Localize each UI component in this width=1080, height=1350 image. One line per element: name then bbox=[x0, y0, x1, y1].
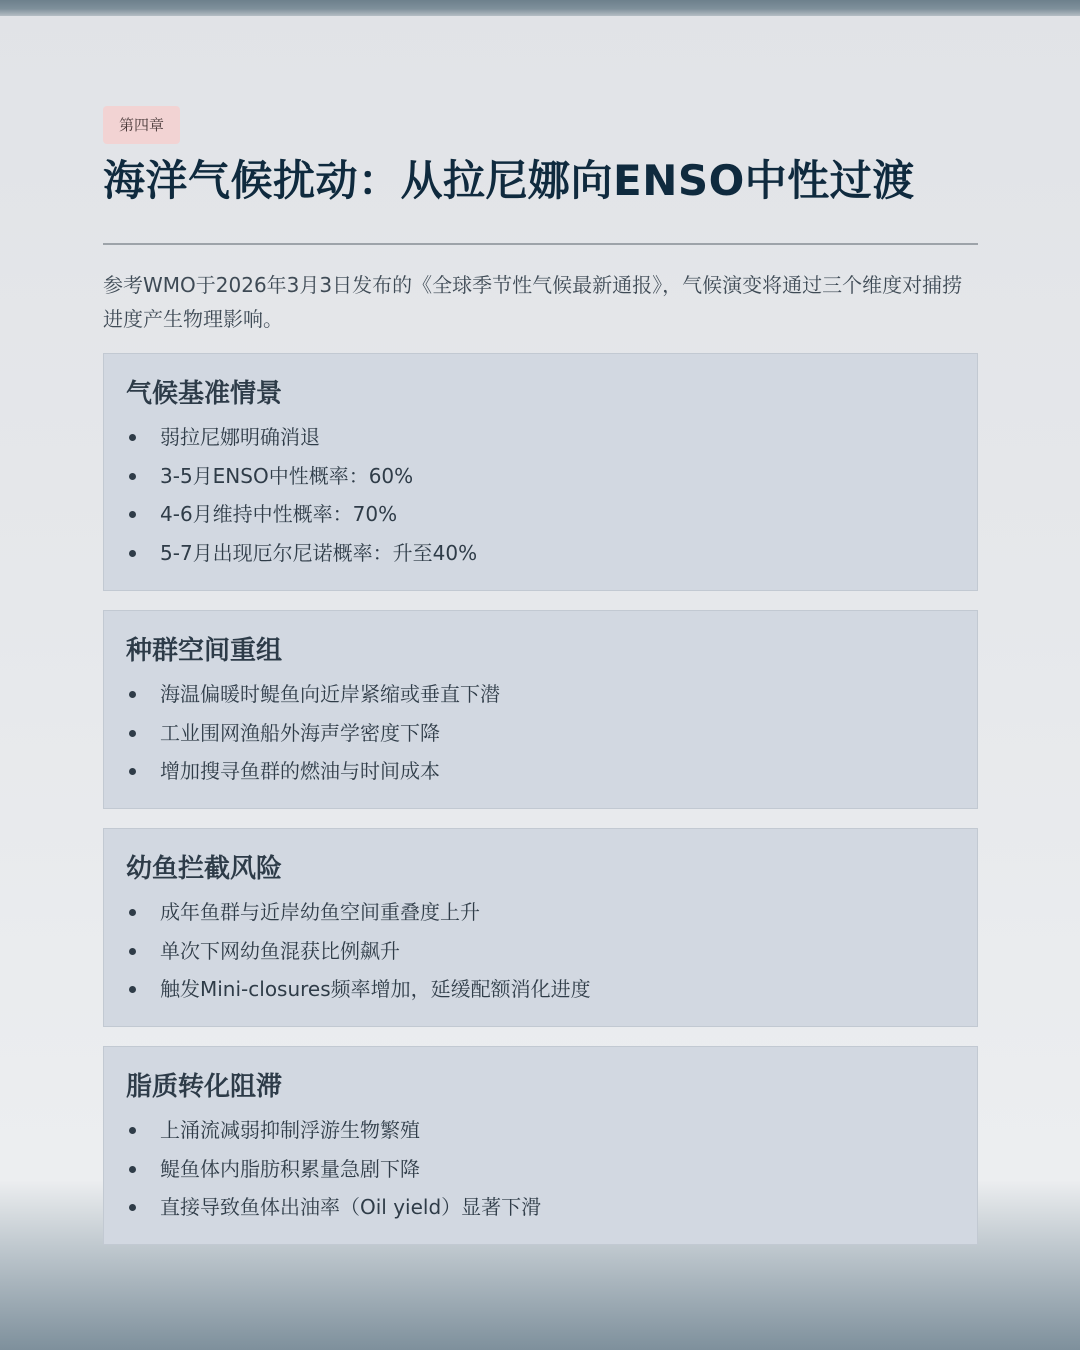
bullet-list bbox=[126, 675, 955, 791]
title-divider bbox=[103, 243, 978, 245]
bullet-icon bbox=[129, 550, 136, 557]
card-lipid-conversion bbox=[103, 1046, 978, 1245]
page-title: 海洋气候扰动：从拉尼娜向ENSO中性过渡 bbox=[103, 156, 915, 205]
bullet-icon bbox=[129, 434, 136, 441]
list-item: 增加搜寻鱼群的燃油与时间成本 bbox=[126, 752, 955, 791]
bullet-icon bbox=[129, 473, 136, 480]
bullet-icon bbox=[129, 730, 136, 737]
bullet-icon bbox=[129, 511, 136, 518]
list-item: 成年鱼群与近岸幼鱼空间重叠度上升 bbox=[126, 893, 955, 932]
list-item: 上涌流减弱抑制浮游生物繁殖 bbox=[126, 1111, 955, 1150]
card-title: 种群空间重组 bbox=[126, 636, 283, 666]
intro-paragraph: 参考WMO于2026年3月3日发布的《全球季节性气候最新通报》，气候演变将通过三个维度对捕捞进度产生物理影响。 bbox=[103, 273, 963, 331]
card-population-restructuring bbox=[103, 610, 978, 809]
list-item: 单次下网幼鱼混获比例飙升 bbox=[126, 932, 955, 971]
list-item: 工业围网渔船外海声学密度下降 bbox=[126, 714, 955, 753]
list-item: 3-5月ENSO中性概率：60% bbox=[126, 457, 955, 496]
card-title: 气候基准情景 bbox=[126, 379, 283, 409]
list-item: 4-6月维持中性概率：70% bbox=[126, 495, 955, 534]
card-juvenile-interception bbox=[103, 828, 978, 1027]
list-item: 触发Mini-closures频率增加，延缓配额消化进度 bbox=[126, 970, 955, 1009]
bullet-list bbox=[126, 893, 955, 1009]
card-title: 幼鱼拦截风险 bbox=[126, 854, 283, 884]
bullet-icon bbox=[129, 1127, 136, 1134]
bullet-icon bbox=[129, 1166, 136, 1173]
bullet-icon bbox=[129, 909, 136, 916]
bullet-icon bbox=[129, 1204, 136, 1211]
bullet-icon bbox=[129, 691, 136, 698]
card-climate-baseline bbox=[103, 353, 978, 591]
top-accent-bar bbox=[0, 0, 1080, 16]
list-item: 5-7月出现厄尔尼诺概率：升至40% bbox=[126, 534, 955, 573]
list-item: 海温偏暖时鳀鱼向近岸紧缩或垂直下潜 bbox=[126, 675, 955, 714]
list-item: 鳀鱼体内脂肪积累量急剧下降 bbox=[126, 1150, 955, 1189]
bullet-icon bbox=[129, 986, 136, 993]
list-item: 弱拉尼娜明确消退 bbox=[126, 418, 955, 457]
bullet-icon bbox=[129, 768, 136, 775]
bullet-list bbox=[126, 418, 955, 572]
bullet-list bbox=[126, 1111, 955, 1227]
list-item: 直接导致鱼体出油率（Oil yield）显著下滑 bbox=[126, 1188, 955, 1227]
bullet-icon bbox=[129, 948, 136, 955]
chapter-tag: 第四章 bbox=[103, 106, 180, 144]
card-title: 脂质转化阻滞 bbox=[126, 1072, 283, 1102]
